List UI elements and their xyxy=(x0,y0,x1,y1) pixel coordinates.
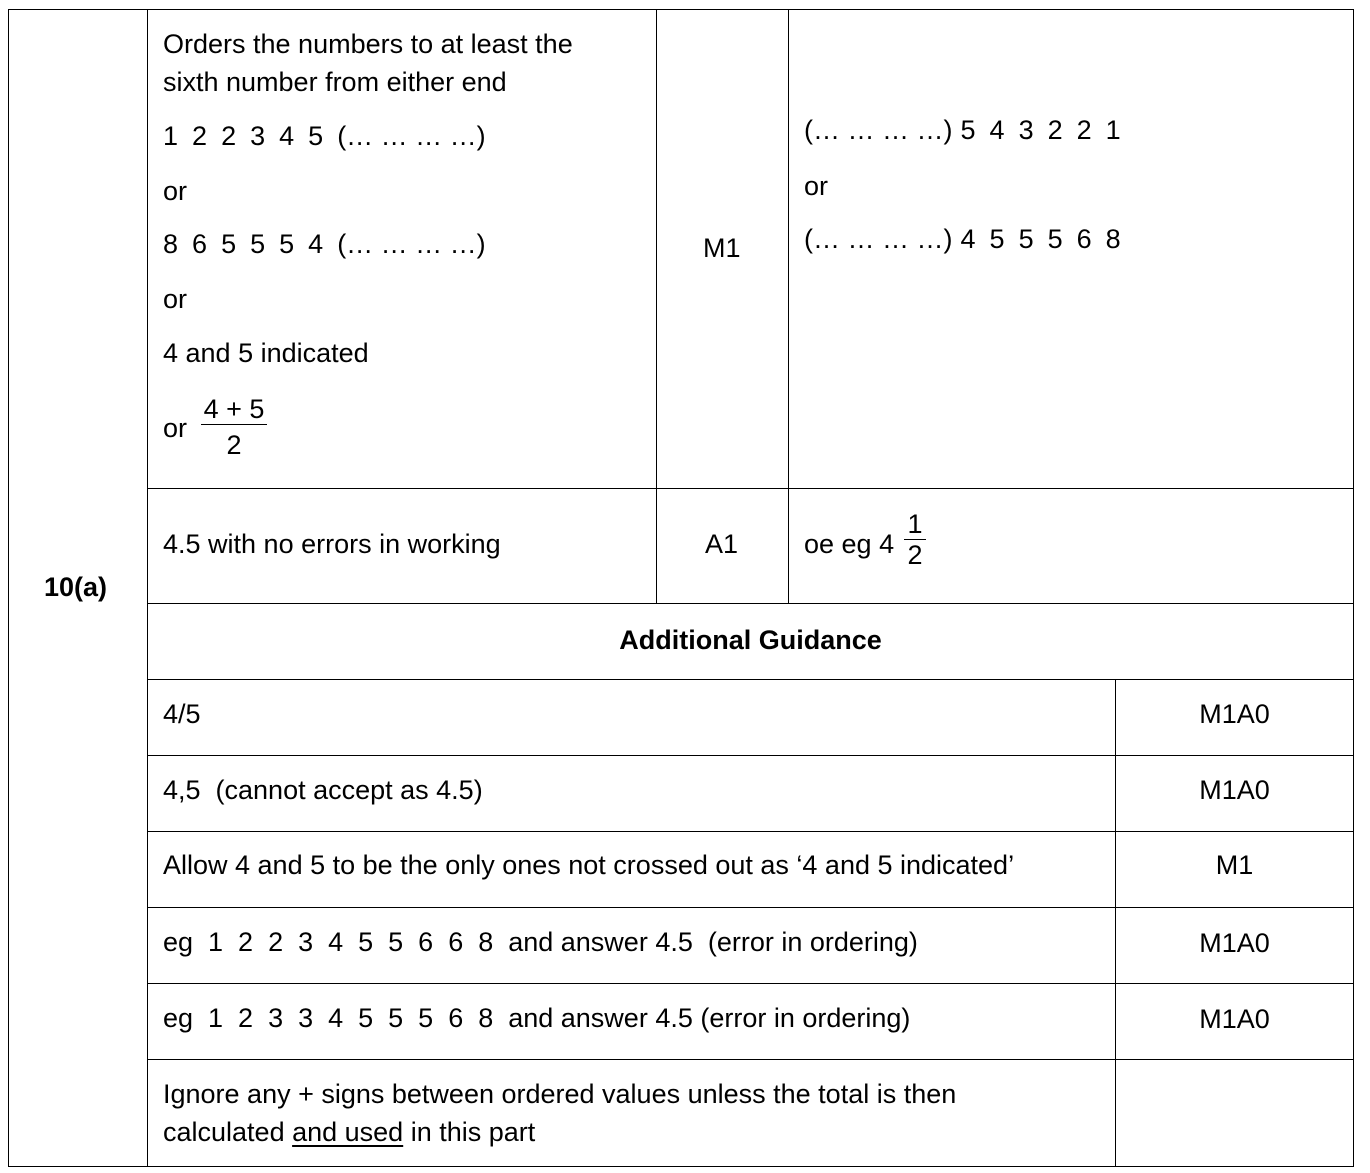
sequence-value: 8 xyxy=(163,229,179,259)
sequence-value: 6 xyxy=(192,229,208,259)
sequence-value: 5 xyxy=(1047,224,1063,254)
mark-a1: A1 xyxy=(705,529,739,559)
guidance-text: in this part xyxy=(403,1117,536,1147)
column-divider xyxy=(147,9,148,1167)
fraction-denominator: 2 xyxy=(226,430,242,460)
sequence-value: 5 xyxy=(308,121,324,151)
sequence-value: 1 xyxy=(163,121,179,151)
sequence-value: 5 xyxy=(989,224,1005,254)
sequence-value: 4 xyxy=(279,121,295,151)
column-divider xyxy=(788,9,789,604)
sequence-value: 3 xyxy=(1018,115,1034,145)
fraction-numerator: 1 xyxy=(907,509,923,539)
guidance-row-mark: M1A0 xyxy=(1199,775,1270,805)
or-text: or xyxy=(804,171,829,201)
comment-sequence-ascending xyxy=(804,224,1135,254)
row-divider xyxy=(147,488,1354,489)
row-divider xyxy=(147,983,1354,984)
sequence-value: 5 xyxy=(1018,224,1034,254)
guidance-row-text: eg 1 2 3 3 4 5 5 5 6 8 and answer 4.5 (error in ordering) xyxy=(163,1003,911,1033)
sequence-value: 4 xyxy=(960,224,976,254)
row-divider xyxy=(147,679,1354,680)
or-text: or xyxy=(163,284,188,314)
fraction-denominator: 2 xyxy=(907,540,923,570)
sequence-value: 3 xyxy=(250,121,266,151)
criteria-line-1: Orders the numbers to at least the xyxy=(163,29,573,59)
or-text: or xyxy=(163,176,188,206)
guidance-row-text: 4/5 xyxy=(163,699,201,729)
guidance-row-text: 4,5 (cannot accept as 4.5) xyxy=(163,775,483,805)
guidance-row-mark: M1A0 xyxy=(1199,928,1270,958)
sequence-ellipsis: (… … … …) xyxy=(804,224,953,254)
ordered-sequence-ascending xyxy=(163,121,500,151)
table-border-top xyxy=(8,9,1354,10)
comment-sequence-descending xyxy=(804,115,1135,145)
fraction-bar xyxy=(201,424,267,425)
fraction-numerator: 4 + 5 xyxy=(203,394,265,424)
guidance-row-text: eg 1 2 2 3 4 5 5 6 6 8 and answer 4.5 (error in ordering) xyxy=(163,927,918,957)
sequence-value: 6 xyxy=(1076,224,1092,254)
ordered-sequence-descending xyxy=(163,229,500,259)
row-divider xyxy=(147,1059,1354,1060)
sequence-ellipsis: (… … … …) xyxy=(337,229,486,259)
column-divider xyxy=(656,9,657,604)
sequence-ellipsis: (… … … …) xyxy=(337,121,486,151)
sequence-value: 1 xyxy=(1105,115,1121,145)
fraction-expression xyxy=(201,394,267,460)
column-divider xyxy=(1115,679,1116,1167)
table-border-right xyxy=(1353,9,1354,1167)
question-label: 10(a) xyxy=(44,572,108,602)
criteria-line-2: sixth number from either end xyxy=(163,67,507,97)
sequence-value: 5 xyxy=(221,229,237,259)
sequence-ellipsis: (… … … …) xyxy=(804,115,953,145)
row-divider xyxy=(147,907,1354,908)
sequence-value: 5 xyxy=(250,229,266,259)
sequence-value: 2 xyxy=(192,121,208,151)
guidance-row-mark: M1A0 xyxy=(1199,699,1270,729)
row-divider xyxy=(147,603,1354,604)
sequence-value: 2 xyxy=(1076,115,1092,145)
indicated-text: 4 and 5 indicated xyxy=(163,338,369,368)
guidance-row-text: Allow 4 and 5 to be the only ones not crossed out as ‘4 and 5 indicated’ xyxy=(163,850,1015,880)
row-divider xyxy=(147,831,1354,832)
guidance-last-line-2 xyxy=(163,1117,535,1147)
guidance-heading: Additional Guidance xyxy=(619,625,882,655)
or-text: or xyxy=(163,413,188,443)
a1-comment: oe eg 4 xyxy=(804,529,895,559)
sequence-value: 4 xyxy=(989,115,1005,145)
guidance-text: calculated xyxy=(163,1117,293,1147)
guidance-last-line-1: Ignore any + signs between ordered values unless the total is then xyxy=(163,1079,957,1109)
sequence-value: 5 xyxy=(279,229,295,259)
table-border-bottom xyxy=(8,1166,1354,1167)
mixed-number-fraction xyxy=(904,509,926,570)
sequence-value: 4 xyxy=(308,229,324,259)
sequence-value: 2 xyxy=(1047,115,1063,145)
sequence-value: 5 xyxy=(960,115,976,145)
guidance-row-mark: M1A0 xyxy=(1199,1004,1270,1034)
sequence-value: 2 xyxy=(221,121,237,151)
sequence-value: 8 xyxy=(1105,224,1121,254)
mark-m1: M1 xyxy=(703,233,741,263)
a1-criteria: 4.5 with no errors in working xyxy=(163,529,501,559)
row-divider xyxy=(147,755,1354,756)
guidance-row-mark: M1 xyxy=(1215,850,1254,880)
guidance-underlined-text: and used xyxy=(292,1117,404,1147)
table-border-left xyxy=(8,9,9,1167)
